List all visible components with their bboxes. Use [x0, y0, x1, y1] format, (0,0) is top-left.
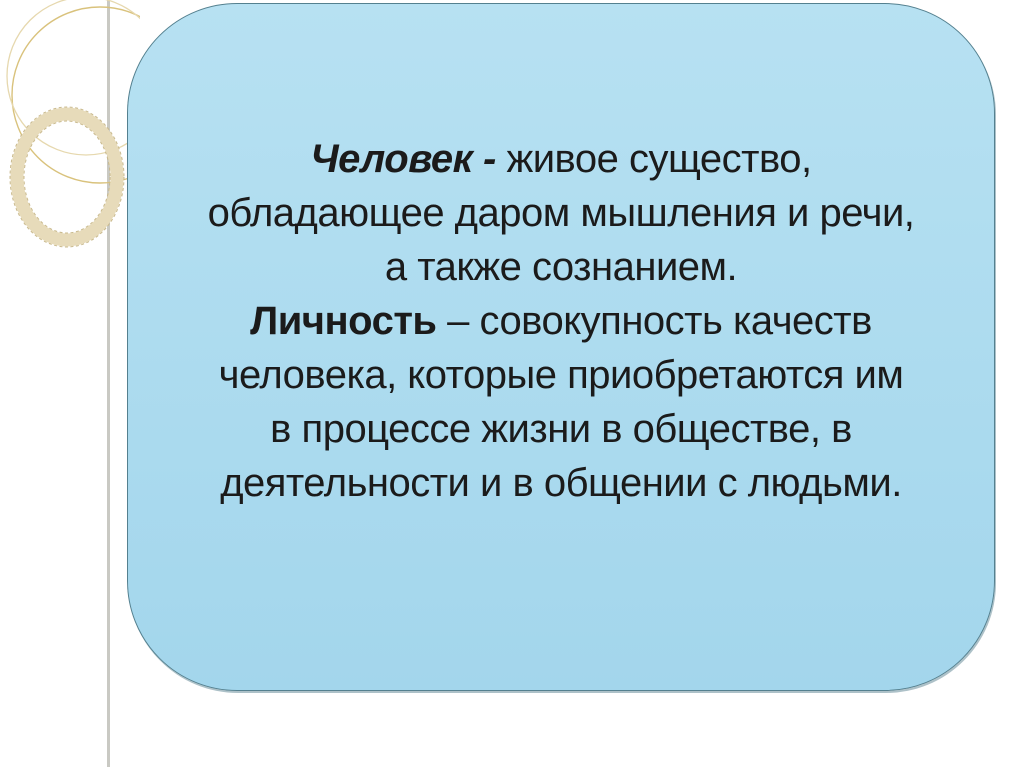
body-text: человека, которые приобретаются им [218, 353, 904, 397]
text-line [128, 402, 994, 456]
accent-vertical-line [107, 0, 110, 767]
definition-card [127, 3, 995, 691]
text-line [128, 240, 994, 294]
thin-gold-circle [12, 7, 140, 183]
text-line [128, 456, 994, 510]
body-text: – совокупность качеств [436, 299, 872, 343]
term-text: Человек - [310, 137, 496, 181]
text-line [128, 132, 994, 186]
text-line [128, 186, 994, 240]
text-line [128, 294, 994, 348]
text-line [128, 348, 994, 402]
term-text: Личность [250, 299, 437, 343]
decorative-circles [0, 0, 140, 310]
definition-text [128, 132, 994, 510]
body-text: живое существо, [495, 137, 812, 181]
body-text: а также сознанием. [384, 245, 738, 289]
thin-gold-circle-light [7, 0, 140, 155]
body-text: деятельности и в общении с людьми. [220, 461, 902, 505]
body-text: обладающее даром мышления и речи, [207, 191, 915, 235]
body-text: в процессе жизни в обществе, в [270, 407, 852, 451]
